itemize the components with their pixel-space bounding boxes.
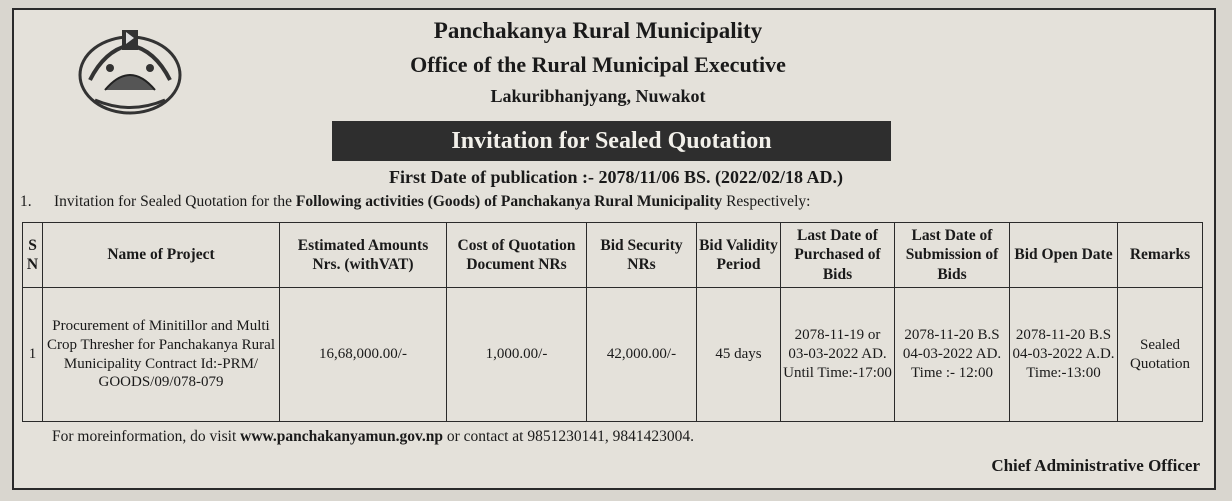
cell-doc-cost: 1,000.00/- bbox=[447, 288, 587, 422]
notice-banner: Invitation for Sealed Quotation bbox=[332, 121, 891, 161]
cell-validity: 45 days bbox=[697, 288, 781, 422]
more-info-a: For moreinformation, do visit bbox=[52, 428, 241, 445]
more-info bbox=[52, 428, 694, 446]
header-doc-cost: Cost of Quotation Document NRs bbox=[447, 223, 587, 288]
cell-remarks: Sealed Quotation bbox=[1118, 288, 1203, 422]
header-sn: S N bbox=[23, 223, 43, 288]
table-row bbox=[23, 288, 1203, 422]
office-name: Office of the Rural Municipal Executive bbox=[410, 52, 786, 77]
cell-estimate: 16,68,000.00/- bbox=[280, 288, 447, 422]
header-remarks: Remarks bbox=[1118, 223, 1203, 288]
header-project: Name of Project bbox=[43, 223, 280, 288]
header-security: Bid Security NRs bbox=[587, 223, 697, 288]
municipality-name: Panchakanya Rural Municipality bbox=[433, 18, 763, 43]
header-validity: Bid Validity Period bbox=[697, 223, 781, 288]
bids-table bbox=[22, 222, 1203, 422]
cell-sn: 1 bbox=[23, 288, 43, 422]
publication-date: First Date of publication :- 2078/11/06 BS. (2022/02/18 AD.) bbox=[389, 167, 843, 187]
intro-text bbox=[20, 193, 810, 211]
cell-last-submission: 2078-11-20 B.S 04-03-2022 AD. Time :- 12:00 bbox=[895, 288, 1010, 422]
header-last-purchase: Last Date of Purchased of Bids bbox=[781, 223, 895, 288]
header-estimate: Estimated Amounts Nrs. (withVAT) bbox=[280, 223, 447, 288]
intro-text-a: Invitation for Sealed Quotation for the bbox=[54, 193, 296, 210]
table-header-row bbox=[23, 223, 1203, 288]
intro-number: 1. bbox=[20, 193, 32, 210]
cell-project: Procurement of Minitillor and Multi Crop Thresher for Panchakanya Rural Municipality Contract Id:-PRM/ GOODS/09/078-079 bbox=[43, 288, 280, 422]
header-last-submission: Last Date of Submission of Bids bbox=[895, 223, 1010, 288]
intro-text-b: Respectively: bbox=[722, 193, 811, 210]
header-open-date: Bid Open Date bbox=[1010, 223, 1118, 288]
intro-text-bold: Following activities (Goods) of Panchakanya Rural Municipality bbox=[295, 193, 723, 210]
signer-title: Chief Administrative Officer bbox=[991, 456, 1200, 475]
office-location: Lakuribhanjyang, Nuwakot bbox=[490, 86, 706, 106]
website-link[interactable]: www.panchakanyamun.gov.np bbox=[240, 428, 444, 445]
cell-security: 42,000.00/- bbox=[587, 288, 697, 422]
cell-open-date: 2078-11-20 B.S 04-03-2022 A.D. Time:-13:00 bbox=[1010, 288, 1118, 422]
cell-last-purchase: 2078-11-19 or 03-03-2022 AD. Until Time:-17:00 bbox=[781, 288, 895, 422]
more-info-b: or contact at 9851230141, 9841423004. bbox=[443, 428, 694, 445]
